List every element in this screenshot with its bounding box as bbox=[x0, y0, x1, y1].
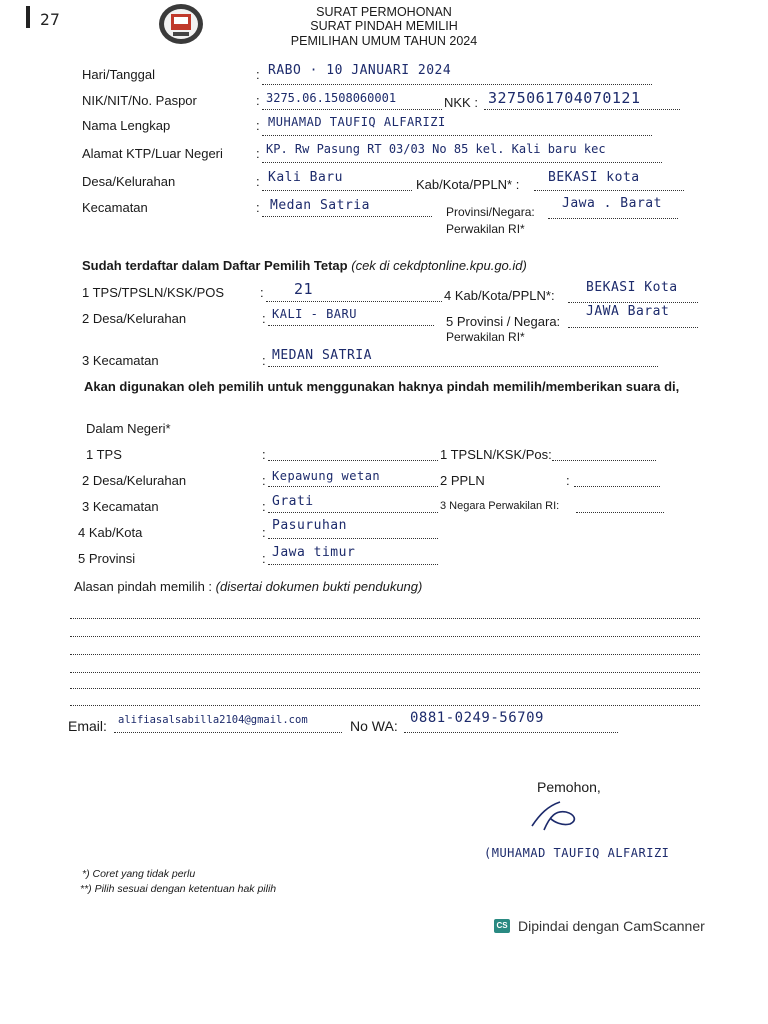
line-desa bbox=[262, 190, 412, 191]
footnote-2: **) Pilih sesuai dengan ketentuan hak pilih bbox=[80, 883, 277, 895]
tujuan-heading: Akan digunakan oleh pemilih untuk menggunakan haknya pindah memilih/memberikan suara di, bbox=[84, 379, 680, 394]
label-dpt-tps: 1 TPS/TPSLN/KSK/POS bbox=[82, 285, 225, 300]
colon: : bbox=[566, 473, 570, 488]
colon: : bbox=[260, 285, 264, 300]
colon: : bbox=[262, 353, 266, 368]
line-alamat bbox=[262, 162, 662, 163]
label-perwakilan: Perwakilan RI* bbox=[446, 222, 525, 236]
value-nama: MUHAMAD TAUFIQ ALFARIZI bbox=[268, 115, 446, 129]
value-prov: Jawa . Barat bbox=[562, 196, 662, 211]
line-dpt-kec bbox=[268, 366, 658, 367]
value-dpt-prov: JAWA Barat bbox=[586, 304, 670, 319]
label-prov: Provinsi/Negara: bbox=[446, 205, 535, 219]
label-dpt-desa: 2 Desa/Kelurahan bbox=[82, 311, 187, 326]
header-line-1: SURAT PERMOHONAN bbox=[316, 5, 452, 19]
label-tujuan-prov: 5 Provinsi bbox=[78, 551, 136, 566]
alasan-label bbox=[74, 579, 422, 594]
colon: : bbox=[256, 118, 260, 133]
value-tujuan-kab: Pasuruhan bbox=[272, 518, 347, 533]
line-tujuan-kec bbox=[268, 512, 438, 513]
label-nama: Nama Lengkap bbox=[82, 118, 171, 133]
value-tujuan-prov: Jawa timur bbox=[272, 545, 356, 560]
line-nik bbox=[262, 109, 442, 110]
colon: : bbox=[256, 200, 260, 215]
label-wa: No WA: bbox=[350, 718, 398, 734]
value-dpt-kec: MEDAN SATRIA bbox=[272, 348, 372, 363]
value-tujuan-kec: Grati bbox=[272, 494, 314, 509]
alasan-note: (disertai dokumen bukti pendukung) bbox=[215, 579, 423, 594]
value-tujuan-desa: Kepawung wetan bbox=[272, 469, 381, 483]
page-number: 27 bbox=[40, 10, 61, 29]
line-tujuan-kab bbox=[268, 538, 438, 539]
line-kab bbox=[534, 190, 684, 191]
label-kec: Kecamatan bbox=[82, 200, 148, 215]
colon: : bbox=[256, 146, 260, 161]
line-nkk bbox=[484, 109, 680, 110]
line-email bbox=[114, 732, 342, 733]
label-dpt-kec: 3 Kecamatan bbox=[82, 353, 159, 368]
label-desa: Desa/Kelurahan bbox=[82, 174, 176, 189]
label-kab: Kab/Kota/PPLN* : bbox=[416, 177, 520, 192]
line-dpt-tps bbox=[266, 301, 442, 302]
signature-mark bbox=[526, 796, 586, 836]
value-nkk: 3275061704070121 bbox=[488, 89, 641, 107]
label-tujuan-ppln: 2 PPLN bbox=[440, 473, 485, 488]
label-tujuan-desa: 2 Desa/Kelurahan bbox=[82, 473, 187, 488]
alasan-line-5 bbox=[70, 688, 700, 689]
value-dpt-kab: BEKASI Kota bbox=[586, 280, 678, 295]
line-tujuan-negara bbox=[576, 512, 664, 513]
footnote-1: *) Coret yang tidak perlu bbox=[82, 868, 196, 880]
value-hari: RABO · 10 JANUARI 2024 bbox=[268, 63, 452, 78]
alasan-line-1 bbox=[70, 618, 700, 619]
line-prov bbox=[548, 218, 678, 219]
label-nik: NIK/NIT/No. Paspor bbox=[82, 93, 197, 108]
value-kab: BEKASI kota bbox=[548, 170, 640, 185]
line-dpt-desa bbox=[268, 325, 434, 326]
header-line-2: SURAT PINDAH MEMILIH bbox=[310, 19, 458, 33]
line-wa bbox=[404, 732, 618, 733]
colon: : bbox=[256, 174, 260, 189]
camscanner-badge: CS bbox=[494, 919, 510, 933]
alasan-label-text: Alasan pindah memilih : bbox=[74, 579, 213, 594]
label-dpt-prov: 5 Provinsi / Negara: bbox=[446, 314, 561, 329]
colon: : bbox=[262, 525, 266, 540]
line-hari bbox=[262, 84, 652, 85]
colon: : bbox=[262, 499, 266, 514]
label-dpt-perwakilan: Perwakilan RI* bbox=[446, 330, 525, 344]
colon: : bbox=[256, 67, 260, 82]
line-tujuan-tps bbox=[268, 460, 438, 461]
line-nama bbox=[262, 135, 652, 136]
dpt-heading-text: Sudah terdaftar dalam Daftar Pemilih Tetap bbox=[82, 258, 348, 273]
dpt-heading bbox=[82, 258, 527, 273]
label-tujuan-tpsln: 1 TPSLN/KSK/Pos: bbox=[440, 447, 552, 462]
alasan-line-2 bbox=[70, 636, 700, 637]
value-wa: 0881-0249-56709 bbox=[410, 710, 544, 726]
line-tujuan-prov bbox=[268, 564, 438, 565]
signature-name: (MUHAMAD TAUFIQ ALFARIZI bbox=[484, 846, 670, 860]
label-tujuan-kab: 4 Kab/Kota bbox=[78, 525, 143, 540]
line-dpt-kab bbox=[568, 302, 698, 303]
header-line-3: PEMILIHAN UMUM TAHUN 2024 bbox=[290, 34, 478, 48]
alasan-line-4 bbox=[70, 672, 700, 673]
alasan-line-3 bbox=[70, 654, 700, 655]
label-tujuan-negara: 3 Negara Perwakilan RI: bbox=[440, 500, 560, 512]
label-dpt-kab: 4 Kab/Kota/PPLN*: bbox=[444, 288, 555, 303]
value-dpt-tps: 21 bbox=[294, 280, 314, 298]
colon: : bbox=[262, 473, 266, 488]
line-kec bbox=[262, 216, 432, 217]
colon: : bbox=[262, 311, 266, 326]
line-tujuan-tpsln bbox=[552, 460, 656, 461]
value-email: alifiasalsabilla2104@gmail.com bbox=[118, 714, 308, 726]
colon: : bbox=[262, 447, 266, 462]
value-nik: 3275.06.1508060001 bbox=[266, 91, 397, 105]
label-nkk: NKK : bbox=[444, 95, 478, 110]
value-desa: Kali Baru bbox=[268, 170, 343, 185]
camscanner-text: Dipindai dengan CamScanner bbox=[518, 918, 705, 934]
label-dalam-negeri: Dalam Negeri* bbox=[86, 421, 171, 436]
value-dpt-desa: KALI - BARU bbox=[272, 307, 357, 321]
line-dpt-prov bbox=[568, 327, 698, 328]
dpt-heading-note: (cek di cekdptonline.kpu.go.id) bbox=[351, 258, 527, 273]
alasan-line-6 bbox=[70, 705, 700, 706]
value-alamat: KP. Rw Pasung RT 03/03 No 85 kel. Kali baru kec bbox=[266, 142, 606, 156]
label-alamat: Alamat KTP/Luar Negeri bbox=[82, 146, 223, 161]
colon: : bbox=[262, 551, 266, 566]
label-hari: Hari/Tanggal bbox=[82, 67, 155, 82]
line-tujuan-ppln bbox=[574, 486, 660, 487]
label-tujuan-kec: 3 Kecamatan bbox=[82, 499, 159, 514]
label-tujuan-tps: 1 TPS bbox=[86, 447, 122, 462]
colon: : bbox=[256, 93, 260, 108]
line-tujuan-desa bbox=[268, 486, 438, 487]
value-kec: Medan Satria bbox=[270, 198, 370, 213]
label-email: Email: bbox=[68, 718, 107, 734]
signature-label: Pemohon, bbox=[537, 779, 601, 795]
